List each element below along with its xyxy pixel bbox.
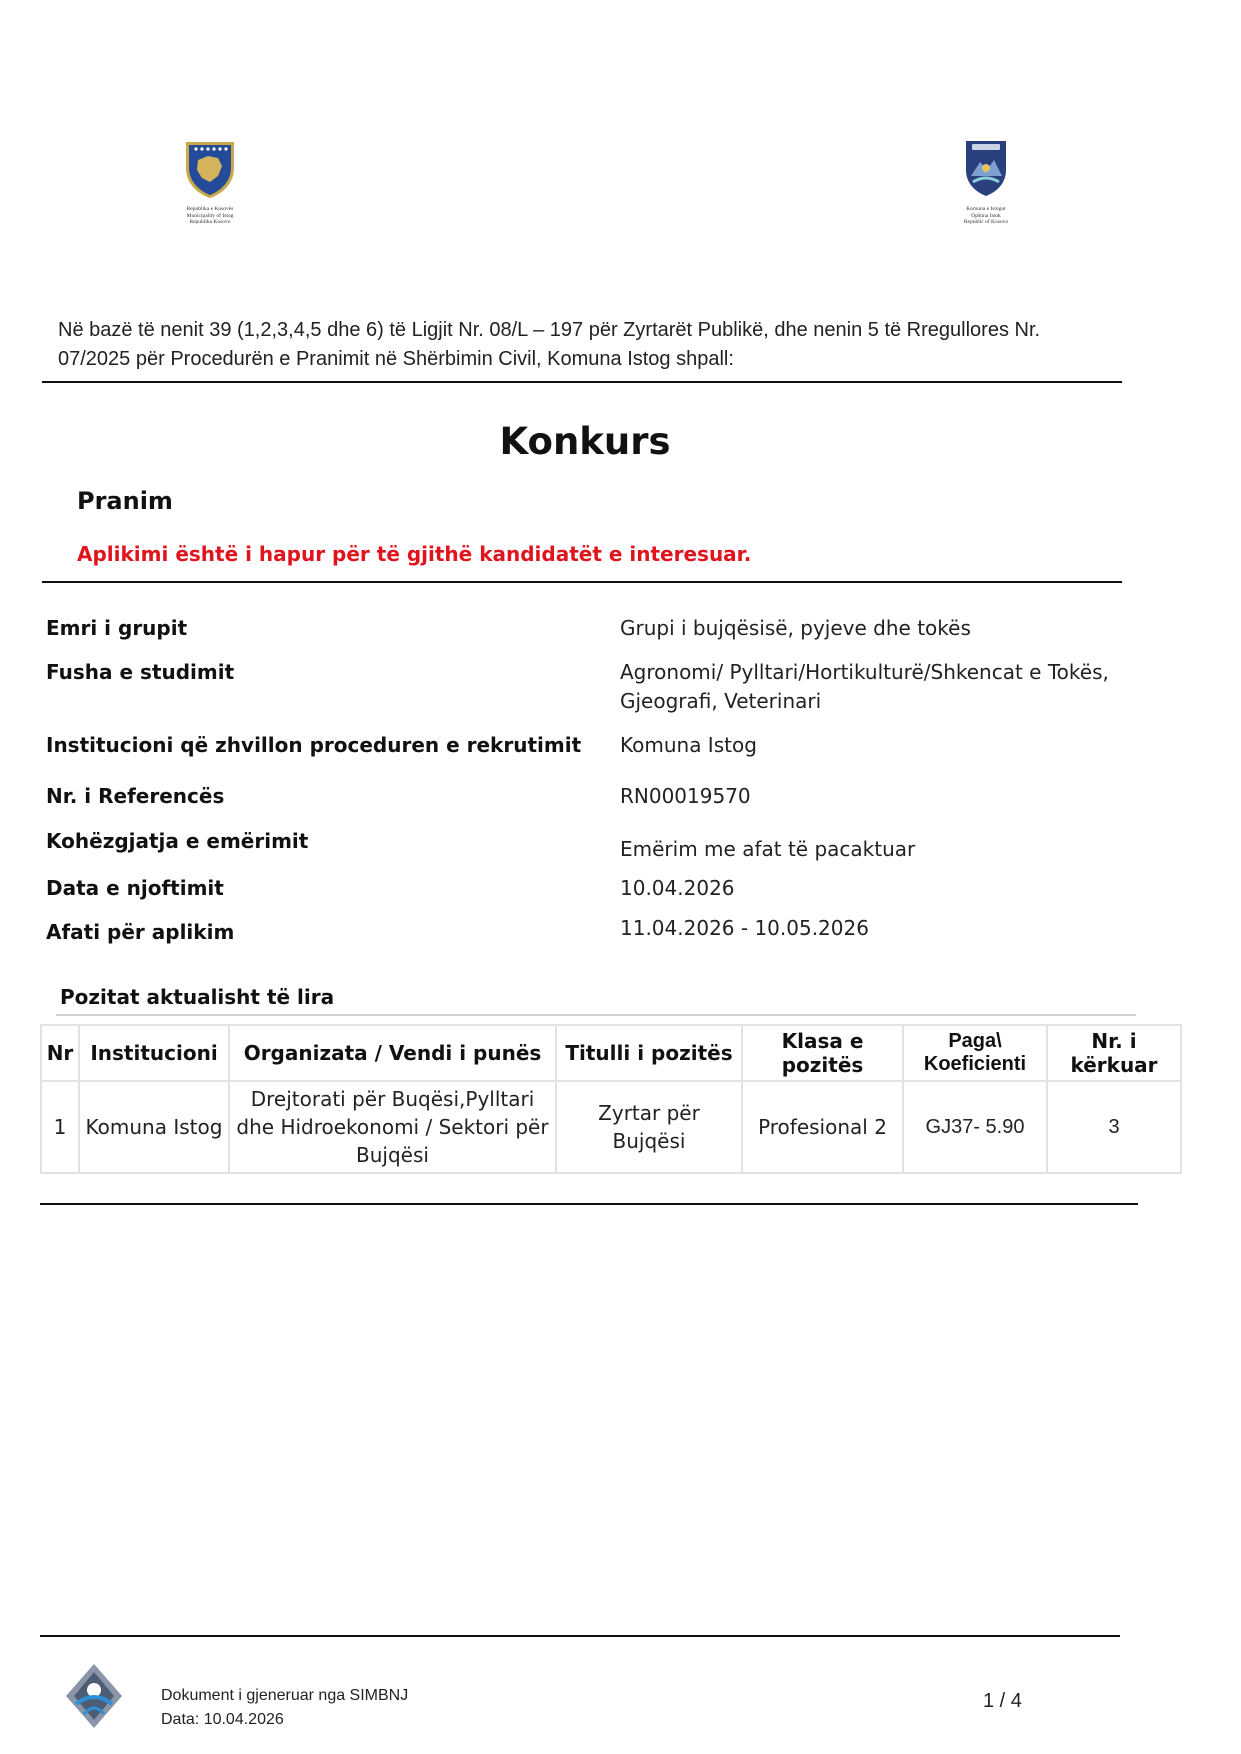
right-crest (946, 138, 1026, 226)
left-crest-caption (170, 206, 250, 226)
left-crest-line-1: Republika e Kosovës (186, 206, 234, 212)
kosovo-coat-of-arms-icon (182, 138, 238, 200)
field-label-group: Emri i grupit (46, 616, 188, 640)
positions-heading: Pozitat aktualisht të lira (60, 985, 335, 1009)
cell-nr: 1 (41, 1081, 79, 1173)
cell-position-title: Zyrtar për Bujqësi (556, 1081, 742, 1173)
field-label-notice-date: Data e njoftimit (46, 876, 224, 900)
field-value-deadline: 11.04.2026 - 10.05.2026 (620, 916, 869, 940)
column-header-position-title: Titulli i pozitës (556, 1025, 742, 1081)
field-label-deadline: Afati për aplikim (46, 920, 235, 944)
footer-date: Data: 10.04.2026 (161, 1711, 284, 1728)
field-label-reference: Nr. i Referencës (46, 784, 225, 808)
footer-text (161, 1684, 408, 1732)
divider-top (42, 381, 1122, 383)
right-crest-line-2: Opština Istok (971, 212, 1001, 219)
cell-position-class: Profesional 2 (742, 1081, 903, 1173)
column-header-required-count: Nr. i kërkuar (1047, 1025, 1181, 1081)
cell-organization: Drejtorati për Buqësi,Pylltari dhe Hidroekonomi / Sektori për Bujqësi (229, 1081, 556, 1173)
istog-municipality-emblem-icon (963, 138, 1009, 198)
field-label-institution: Institucioni që zhvillon proceduren e rekrutimit (46, 733, 582, 757)
simbnj-logo-icon (62, 1660, 126, 1732)
subtitle: Pranim (77, 487, 173, 515)
column-header-salary: Paga\ Koeficienti (903, 1025, 1047, 1081)
cell-salary: GJ37- 5.90 (903, 1081, 1047, 1173)
intro-paragraph: Në bazë të nenit 39 (1,2,3,4,5 dhe 6) të Ligjit Nr. 08/L – 197 për Zyrtarët Publikë, dhe nenin 5 të Rregullores Nr. 07/2025 për Procedurën e Pranimit në Shërbimin Civil, Komuna Istog shpall: (58, 319, 1041, 370)
positions-table (40, 1024, 1182, 1174)
divider-bottom (40, 1203, 1138, 1205)
right-crest-line-1: Komuna e Istogut (966, 206, 1006, 212)
cell-institution: Komuna Istog (79, 1081, 229, 1173)
footer-divider (40, 1635, 1120, 1637)
cell-required-count: 3 (1047, 1081, 1181, 1173)
field-label-study: Fusha e studimit (46, 660, 235, 684)
positions-heading-rule (56, 1014, 1136, 1016)
field-value-study: Agronomi/ Pylltari/Hortikulturë/Shkencat e Tokës, Gjeografi, Veterinari (620, 660, 1109, 713)
field-label-duration: Kohëzgjatja e emërimit (46, 829, 309, 853)
field-value-notice-date: 10.04.2026 (620, 876, 735, 900)
page-title: Konkurs (499, 420, 671, 463)
field-value-group: Grupi i bujqësisë, pyjeve dhe tokës (620, 616, 971, 640)
field-value-institution: Komuna Istog (620, 733, 757, 757)
footer-generated-by: Dokument i gjeneruar nga SIMBNJ (161, 1687, 409, 1704)
column-header-nr: Nr (41, 1025, 79, 1081)
right-crest-caption (946, 206, 1026, 226)
column-header-position-class: Klasa e pozitës (742, 1025, 903, 1081)
open-application-notice: Aplikimi është i hapur për të gjithë kandidatët e interesuar. (77, 542, 752, 566)
left-crest (170, 138, 250, 226)
left-crest-line-2: Municipality of Istog (186, 212, 234, 219)
right-crest-line-3: Republic of Kosovo (963, 219, 1009, 225)
table-header-row (41, 1025, 1181, 1081)
page-number: 1 / 4 (983, 1690, 1022, 1712)
field-value-reference: RN00019570 (620, 784, 751, 808)
column-header-organization: Organizata / Vendi i punës (229, 1025, 556, 1081)
column-header-institution: Institucioni (79, 1025, 229, 1081)
left-crest-line-3: Republika Kosovo (189, 219, 231, 225)
table-row (41, 1081, 1181, 1173)
divider-middle (42, 581, 1122, 583)
field-value-duration: Emërim me afat të pacaktuar (620, 837, 916, 861)
